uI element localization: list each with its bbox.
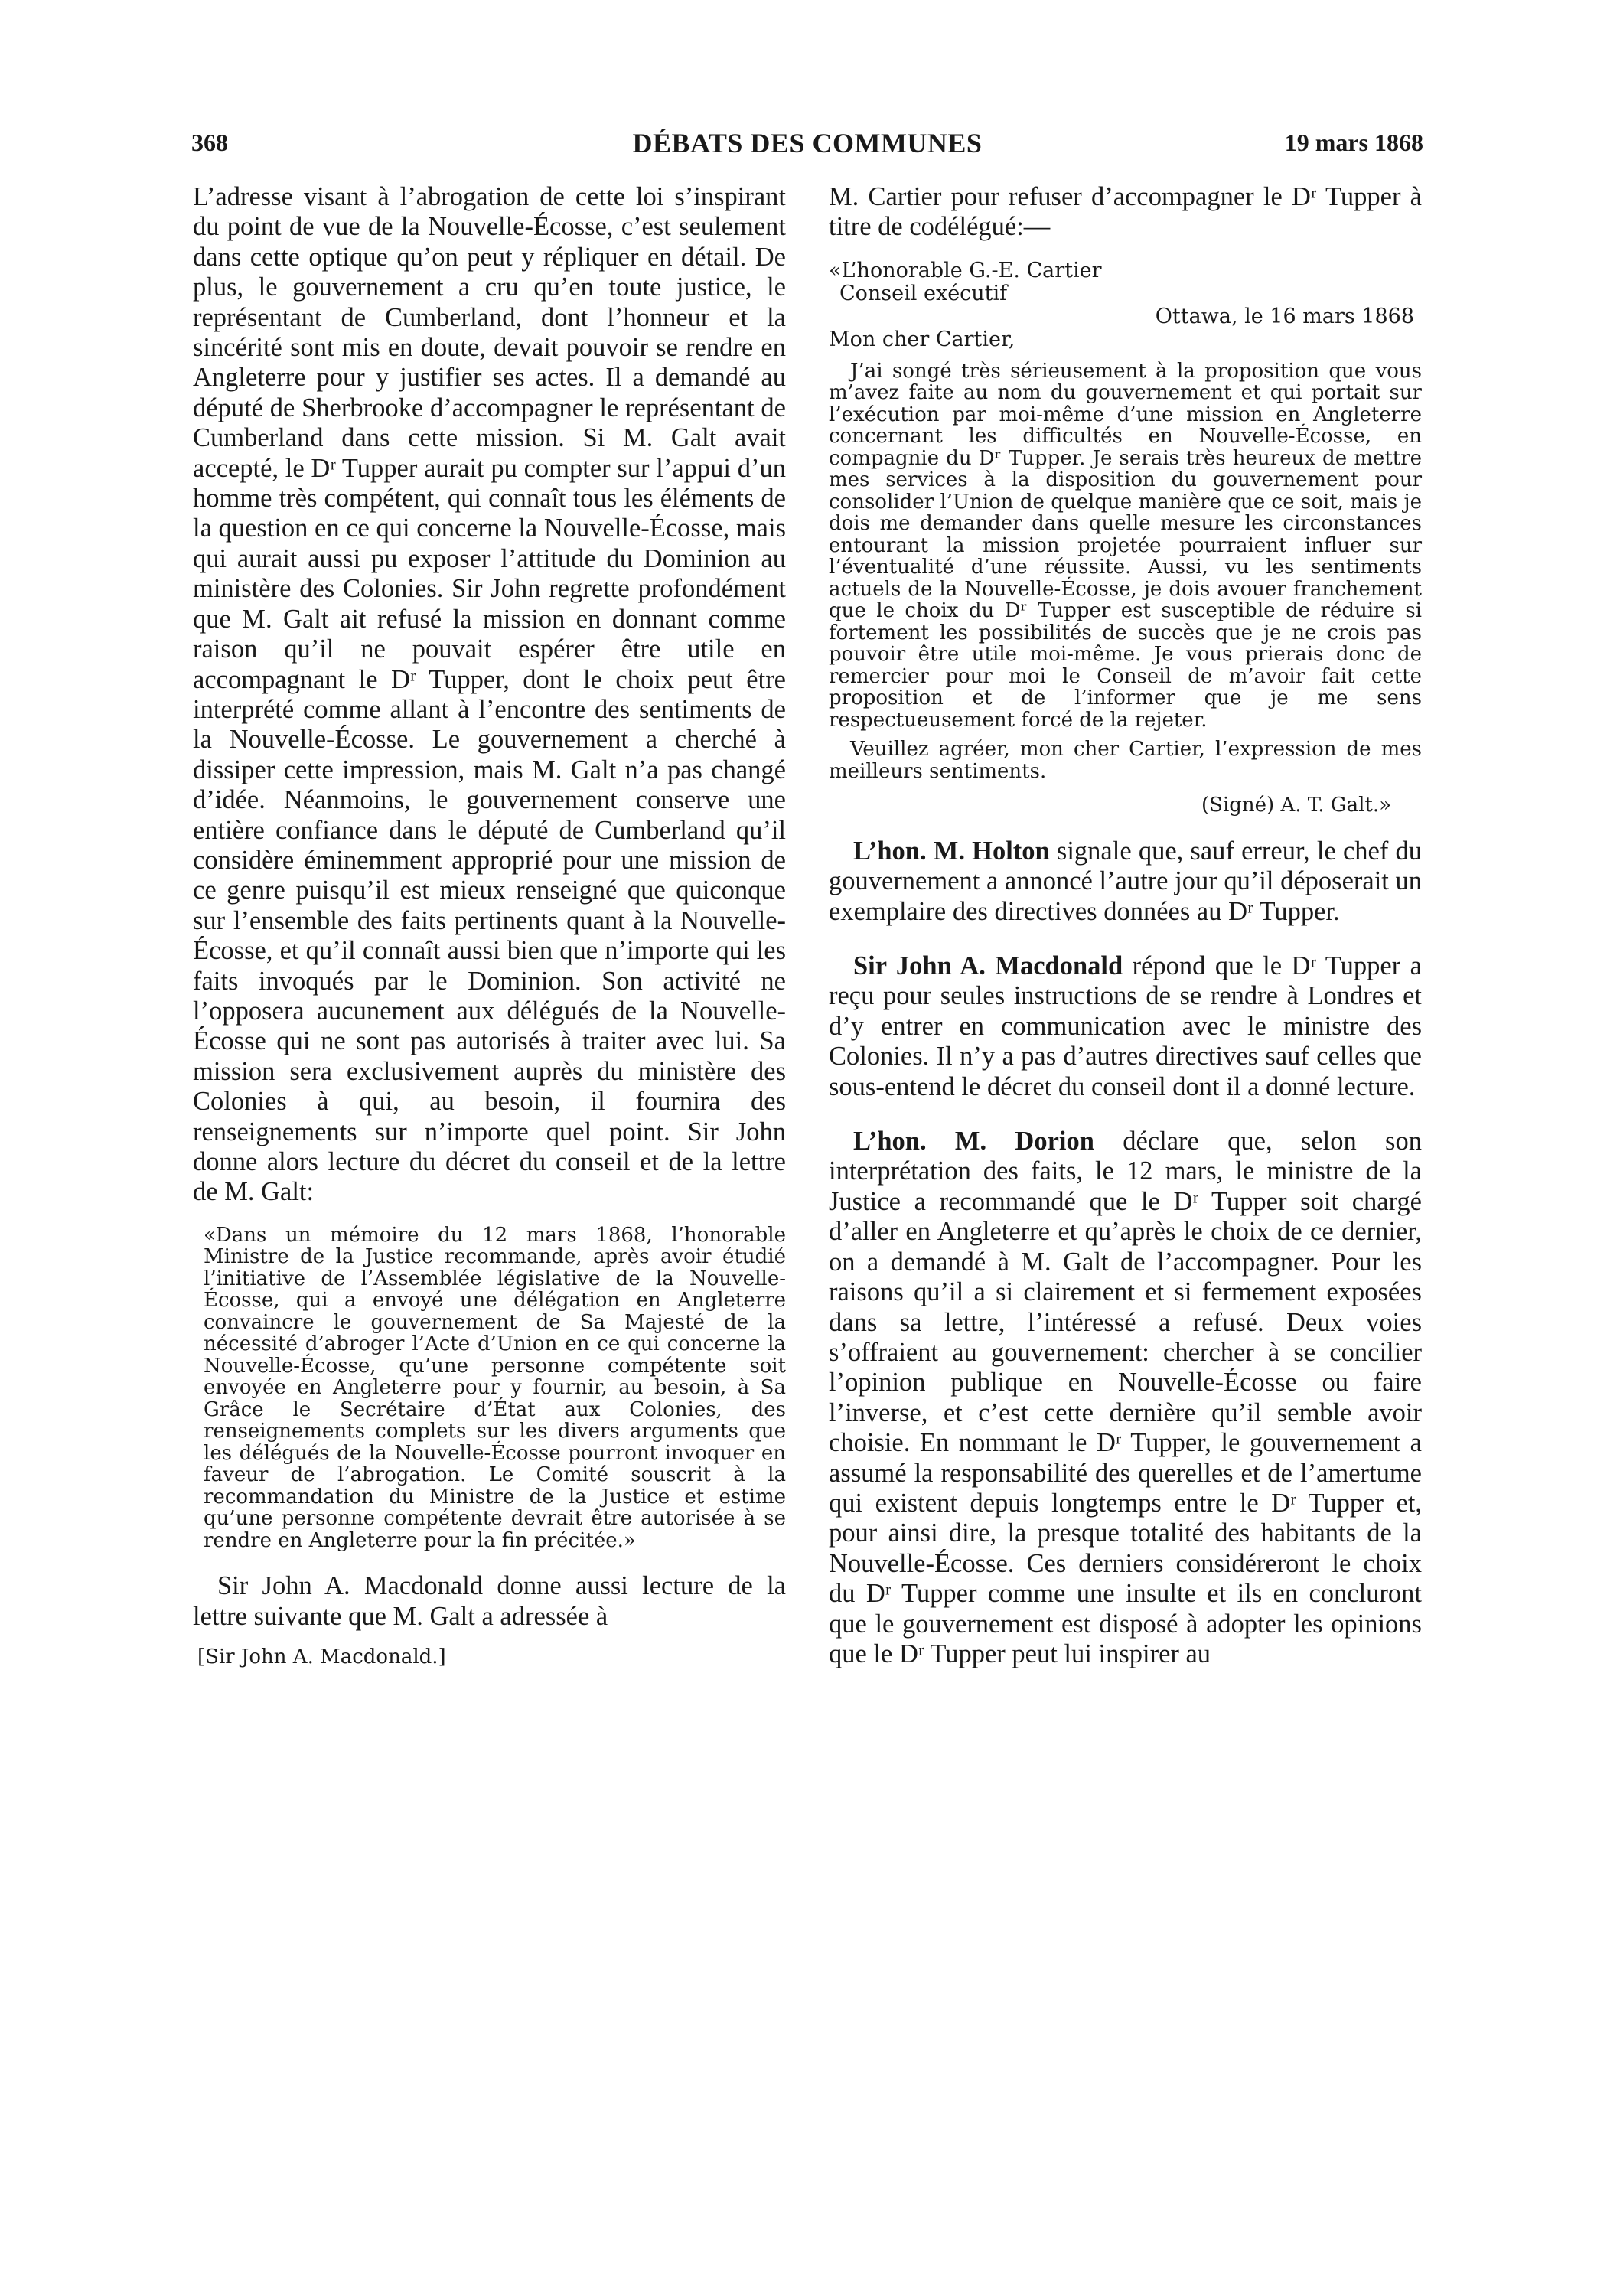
holton-text: signale que, sauf erreur, le chef du gouvernement a annoncé l’autre jour qu’il déposerait un exemplaire des directives données au Dʳ Tupper.	[829, 836, 1423, 926]
speaker-holton: L’hon. M. Holton	[853, 836, 1050, 866]
letter-closing: Veuillez agréer, mon cher Cartier, l’expression de mes meilleurs sentiments.	[829, 738, 1422, 783]
order-in-council-quote: «Dans un mémoire du 12 mars 1868, l’honorable Ministre de la Justice recommande, après avoir étudié l’initiative de l’Assemblée législative de la Nouvelle-Écosse, qui a envoyé une délégation en Angleterre convaincre le gouvernement de Sa Majesté de la nécessité d’abroger l’Acte d’Union en ce qui concerne la Nouvelle-Écosse, qu’une personne compétente soit envoyée en Angleterre pour y fournir, au besoin, à Sa Grâce le Secrétaire d’État aux Colonies, des renseignements complets sur les divers arguments que les délégués de la Nouvelle-Écosse pourront invoquer en faveur de l’abrogation. Le Comité souscrit à la recommandation du Ministre de la Justice et estime qu’une personne compétente devrait être autorisée à se rendre en Angleterre pour la fin précitée.»	[204, 1223, 786, 1552]
speaker-dorion: L’hon. M. Dorion	[853, 1127, 1094, 1156]
dorion-text: déclare que, selon son interprétation des faits, le 12 mars, le ministre de la Justice a recommandé que le Dʳ Tupper soit chargé d’aller en Angleterre et qu’après le choix de ce dernier, on a demandé à M. Galt de l’accompagner. Pour les raisons qu’il a si clairement et si fermement exposées dans sa lettre, l’intéressé a refusé. Deux voies s’offraient au gouvernement: chercher à se concilier l’opinion publique en Nouvelle-Écosse ou faire l’inverse, et c’est cette dernière qu’il semble avoir choisie. En nommant le Dʳ Tupper, le gouvernement a assumé la responsabilité des querelles et de l’amertume qui existent depuis longtemps entre le Dʳ Tupper et, pour ainsi dire, la presque totalité des habitants de la Nouvelle-Écosse. Ces derniers considéreront le choix du Dʳ Tupper comme une insulte et ils en concluront que le gouvernement est disposé à adopter les opinions que le Dʳ Tupper peut lui inspirer au	[829, 1127, 1422, 1668]
right-paragraph-1: M. Cartier pour refuser d’accompagner le Dʳ Tupper à titre de codélégué:—	[829, 182, 1422, 242]
speaker-footnote: [Sir John A. Macdonald.]	[197, 1645, 446, 1669]
page-header	[191, 129, 1423, 167]
left-paragraph-1: L’adresse visant à l’abrogation de cette loi s’inspirant du point de vue de la Nouvelle-Écosse, c’est seulement dans cette optique qu’on peut y répliquer en détail. De plus, le gouvernement a cru qu’en toute justice, le représentant de Cumberland, dont l’honneur et la sincérité sont mis en doute, devait pouvoir se rendre en Angleterre pour y justifier ses actes. Il a demandé au député de Sherbrooke d’accompagner le représentant de Cumberland dans cette mission. Si M. Galt avait accepté, le Dʳ Tupper aurait pu compter sur l’appui d’un homme très compétent, qui connaît tous les éléments de la question en ce qui concerne la Nouvelle-Écosse, mais qui aurait aussi pu exposer l’attitude du Dominion au ministère des Colonies. Sir John regrette profondément que M. Galt ait refusé la mission en donnant comme raison qu’il ne pouvait espérer être utile en accompagnant le Dʳ Tupper, dont le choix peut être interprété comme allant à l’encontre des sentiments de la Nouvelle-Écosse. Le gouvernement a cherché à dissiper cette impression, mais M. Galt n’a pas changé d’idée. Néanmoins, le gouvernement conserve une entière confiance dans le député de Cumberland qu’il considère éminemment approprié pour une mission de ce genre puisqu’il est mieux renseigné que quiconque sur l’ensemble des faits pertinents quant à la Nouvelle-Écosse, et qu’il connaît aussi bien que n’importe qui les faits invoqués par le Dominion. Son activité ne l’opposera aucunement aux délégués de la Nouvelle-Écosse qui ne sont pas autorisés à traiter avec lui. Sa mission sera exclusivement auprès du ministère des Colonies à qui, au besoin, il fournira des renseignements sur n’importe quel point. Sir John donne alors lecture du décret du conseil et de la lettre de M. Galt:	[193, 182, 787, 1207]
letter-header	[829, 259, 1422, 351]
header-date: 19 mars 1868	[1284, 129, 1423, 156]
letter-salutation: Mon cher Cartier,	[829, 327, 1015, 351]
letter-signature: (Signé) A. T. Galt.»	[1201, 794, 1391, 817]
holton-paragraph	[829, 837, 1422, 927]
dorion-paragraph	[829, 1127, 1422, 1669]
page-number: 368	[191, 129, 228, 156]
speaker-macdonald: Sir John A. Macdonald	[853, 951, 1123, 981]
left-paragraph-2: Sir John A. Macdonald donne aussi lecture de la lettre suivante que M. Galt a adressée à	[193, 1571, 786, 1631]
letter-place-date: Ottawa, le 16 mars 1868	[1155, 304, 1414, 328]
macdonald-text: répond que le Dʳ Tupper a reçu pour seules instructions de se rendre à Londres et d’y entrer en communication avec le ministre des Colonies. Il n’y a pas d’autres directives sauf celles que sous-entend le décret du conseil dont il a donné lecture.	[829, 951, 1422, 1101]
right-column	[829, 182, 1422, 1669]
running-title: DÉBATS DES COMMUNES	[632, 128, 983, 158]
left-column	[193, 182, 786, 1668]
letter-body: J’ai songé très sérieusement à la proposition que vous m’avez faite au nom du gouvernement et qui portait sur l’exécution par moi-même d’une mission en Angleterre concernant les difficultés en Nouvelle-Écosse, en compagnie du Dʳ Tupper. Je serais très heureux de mettre mes services à la disposition du gouvernement pour consolider l’Union de quelque manière que ce soit, mais je dois me demander dans quelle mesure les circonstances entourant la mission projetée pourraient influer sur l’éventualité d’une réussite. Aussi, vu les sentiments actuels de la Nouvelle-Écosse, je dois avouer franchement que le choix du Dʳ Tupper est susceptible de réduire si fortement les possibilités de succès que je ne crois pas pouvoir être utile moi-même. Je vous prierais donc de remercier pour moi le Conseil de m’avoir fait cette proposition et de l’informer que je me sens respectueusement forcé de la rejeter.	[829, 359, 1422, 732]
letter-addressee: «L’honorable G.-E. Cartier	[829, 258, 1102, 282]
letter-addressee-office: Conseil exécutif	[839, 281, 1008, 305]
macdonald-paragraph	[829, 951, 1422, 1102]
